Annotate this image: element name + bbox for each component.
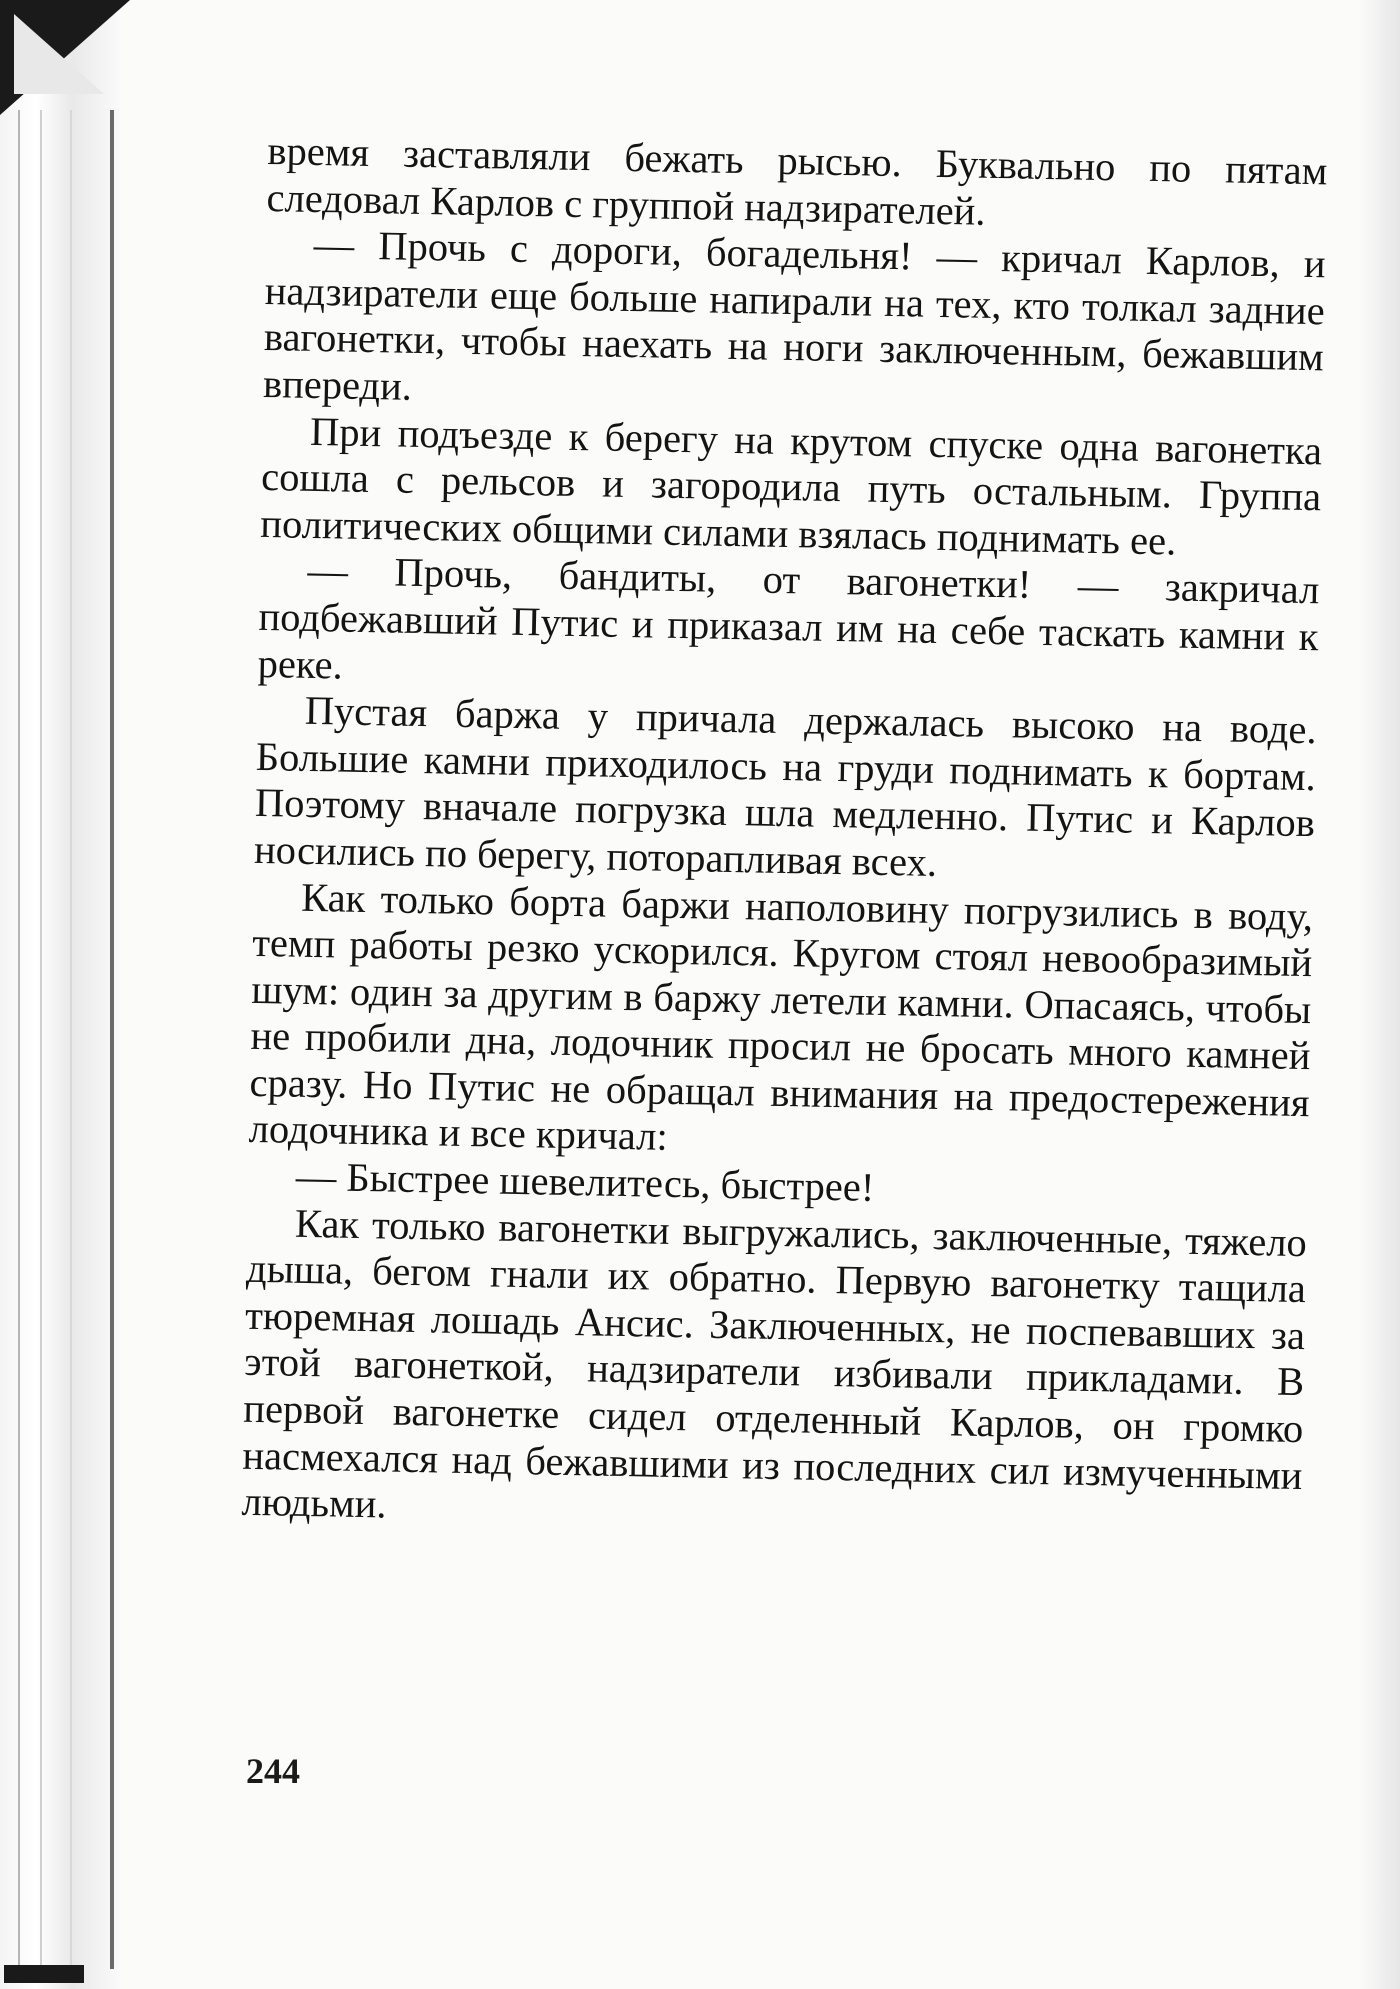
edge-line [110,110,114,1969]
paragraph: Как только борта баржи наполовину погрузились в воду, темп работы резко ускорился. Кругом стоял невообразимый шум: один за другим в баржу летели камни. Опасаясь, чтобы не пробили дна, лодочник просил не бросать много камней сразу. Но Путис не обращал внимания на предостережения лодочника и все кричал: [248,874,1314,1160]
page-corner-fold [14,14,104,94]
book-edge [0,0,120,1989]
page-number: 244 [246,1751,300,1791]
paragraph: Как только вагонетки выгружались, заключенные, тяжело дыша, бегом гнали их обратно. Первую вагонетку тащила тюремная лошадь Ансис. Заключенных, не поспевавших за этой вагонеткой, надзиратели избивали прикладами. В первой вагонетке сидел отделенный Карлов, он громко насмехался над бежавшими из последних сил измученными людьми. [241,1200,1308,1527]
edge-line [18,110,20,1969]
body-text [241,128,1328,1546]
edge-mark [4,1965,84,1983]
paragraph: — Прочь с дороги, богадельня! — кричал Карлов, и надзиратели еще больше напирали на тех, кто толкал задние вагонетки, чтобы наехать на ноги заключенным, бежавшим впереди. [262,222,1327,409]
paragraph: — Быстрее шевелитесь, быстрее! [295,1153,875,1210]
paragraph: При подъезде к берегу на крутом спуске одна вагонетка сошла с рельсов и загородила путь остальным. Группа политических общими силами взялась поднимать ее. [259,408,1323,564]
paragraph: время заставляли бежать рысью. Буквально по пятам следовал Карлов с группой надзирателей. [266,128,1328,234]
edge-line [40,110,42,1969]
paragraph: — Прочь, бандиты, от вагонетки! — закричал подбежавший Путис и приказал им на себе таскать камни к реке. [257,548,1320,688]
right-shadow [1360,0,1400,1989]
edge-line [70,110,72,1969]
paragraph: Пустая баржа у причала держалась высоко на воде. Большие камни приходилось на груди поднимать к бортам. Поэтому вначале погрузка шла медленно. Путис и Карлов носились по берегу, поторапливая всех. [253,687,1318,885]
